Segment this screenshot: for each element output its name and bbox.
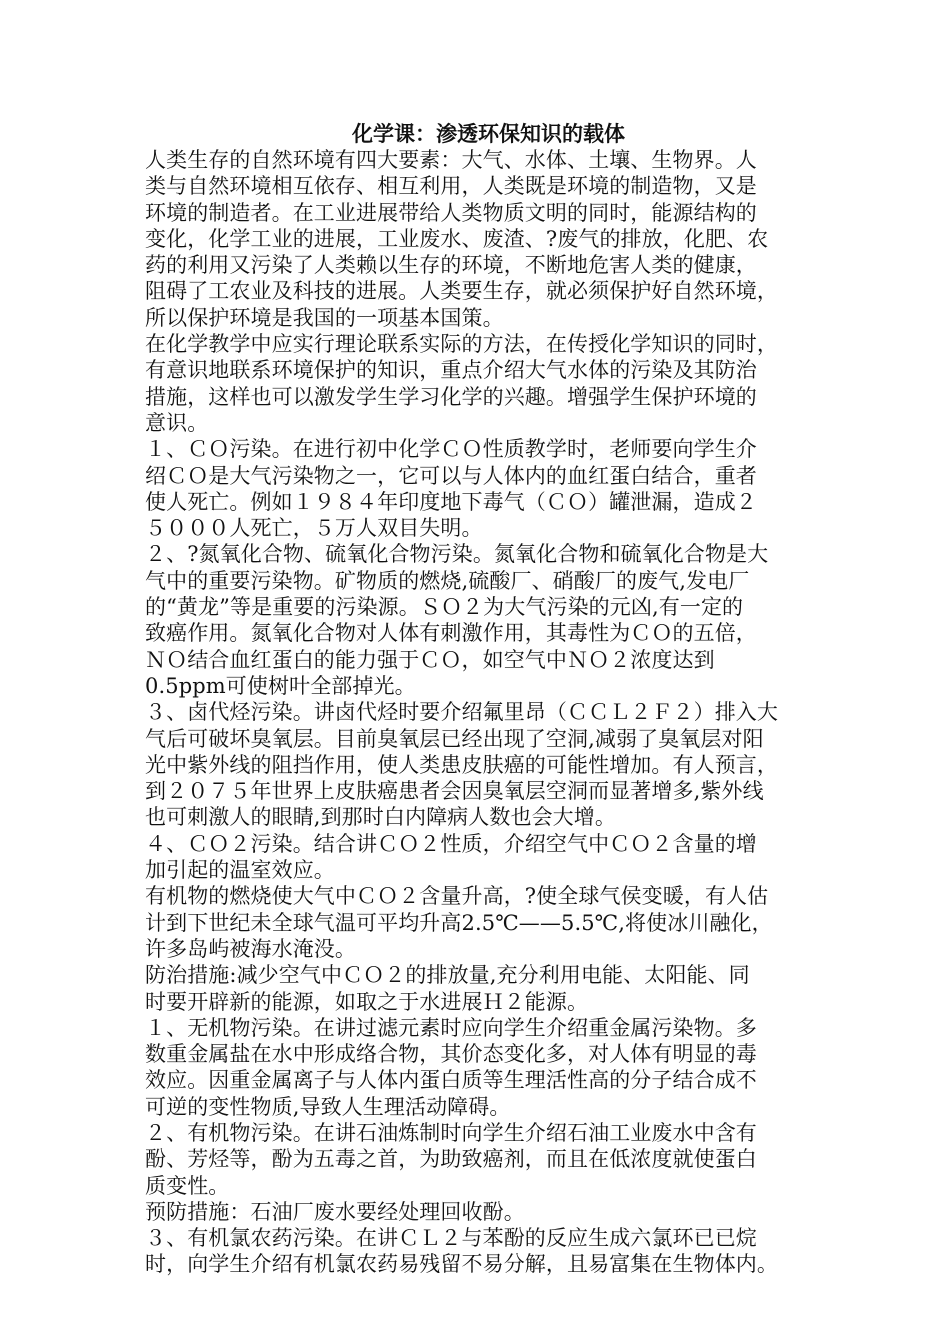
document-title: 化学课：渗透环保知识的载体 [352,121,625,146]
paragraph-teaching-method: 在化学教学中应实行理论联系实际的方法，在传授化学知识的同时， 有意识地联系环境保护的知识，重点介绍大气水体的污染及其防治 措施，这样也可以激发学生学习化学的兴趣。增强学生保护环境的 意识。 [145,332,778,435]
paragraph-air-prevention: 防治措施:减少空气中ＣＯ２的排放量,充分利用电能、太阳能、同 时要开辟新的能源，如取之于水进展Ｈ２能源。 [145,963,750,1014]
paragraph-halocarbon-pollution: ３、卤代烃污染。讲卤代烃时要介绍氟里昂（ＣＣＬ２Ｆ２）排入大 气后可破坏臭氧层。目前臭氧层已经出现了空洞,减弱了臭氧层对阳 光中紫外线的阻挡作用，使人类患皮肤癌的可能性增加。有人预言， 到２０７５年世界上皮肤癌患者会因臭氧层空洞而显著增多,紫外线 也可刺激人的眼睛,到那时白内障病人数也会大增。 [145,700,778,830]
document-page [145,120,810,1278]
paragraph-co2-pollution: ４、ＣＯ２污染。结合讲ＣＯ２性质，介绍空气中ＣＯ２含量的增 加引起的温室效应。 [145,831,757,883]
paragraph-intro: 人类生存的自然环境有四大要素：大气、水体、土壤、生物界。人 类与自然环境相互依存、相互利用，人类既是环境的制造物，又是 环境的制造者。在工业进展带给人类物质文明的同时，能源结构的 变化，化学工业的进展，工业废水、废渣、?废气的排放，化肥、农 药的利用又污染了人类赖以生存的环境，不断地危害人类的健康， 阻碍了工农业及科技的进展。人类要生存，就必须保护好自然环境， 所以保护环境是我国的一项基本国策。 [145,148,778,330]
paragraph-inorganic-pollution: １、无机物污染。在讲过滤元素时应向学生介绍重金属污染物。多 数重金属盐在水中形成络合物，其价态变化多，对人体有明显的毒 效应。因重金属离子与人体内蛋白质等生理活性高的分子结合成不 可逆的变性物质,导致人生理活动障碍。 [145,1015,757,1119]
paragraph-water-prevention: 预防措施：石油厂废水要经处理回收酚。 [145,1199,525,1224]
paragraph-organic-pollution: ２、有机物污染。在讲石油炼制时向学生介绍石油工业废水中含有 酚、芳烃等，酚为五毒之首，为助致癌剂，而且在低浓度就使蛋白 质变性。 [145,1120,757,1198]
paragraph-nox-sox-pollution: ２、?氮氧化合物、硫氧化合物污染。氮氧化合物和硫氧化合物是大 气中的重要污染物。矿物质的燃烧,硫酸厂、硝酸厂的废气,发电厂 的“黄龙”等是重要的污染源。ＳＯ２为大气污染的元凶,有一定的 致癌作用。氮氧化合物对人体有刺激作用，其毒性为ＣＯ的五倍， ＮＯ结合血红蛋白的能力强于ＣＯ，如空气中ＮＯ２浓度达到 0.5ppm可使树叶全部掉光。 [145,542,769,698]
paragraph-greenhouse-effect: 有机物的燃烧使大气中ＣＯ２含量升高，?使全球气侯变暖，有人估 计到下世纪未全球气温可平均升高2.5℃——5.5℃,将使冰川融化， 许多岛屿被海水淹没。 [145,884,773,961]
paragraph-pesticide-pollution: ３、有机氯农药污染。在讲ＣＬ２与苯酚的反应生成六氯环已已烷 时，向学生介绍有机氯农药易残留不易分解，且易富集在生物体内。 [145,1226,778,1277]
paragraph-co-pollution: １、ＣＯ污染。在进行初中化学ＣＯ性质教学时，老师要向学生介 绍ＣＯ是大气污染物之一，它可以与人体内的血红蛋白结合，重者 使人死亡。例如１９８４年印度地下毒气（ＣＯ）罐泄漏，造成２ ５０００人死亡，５万人双目失明。 [145,437,757,541]
